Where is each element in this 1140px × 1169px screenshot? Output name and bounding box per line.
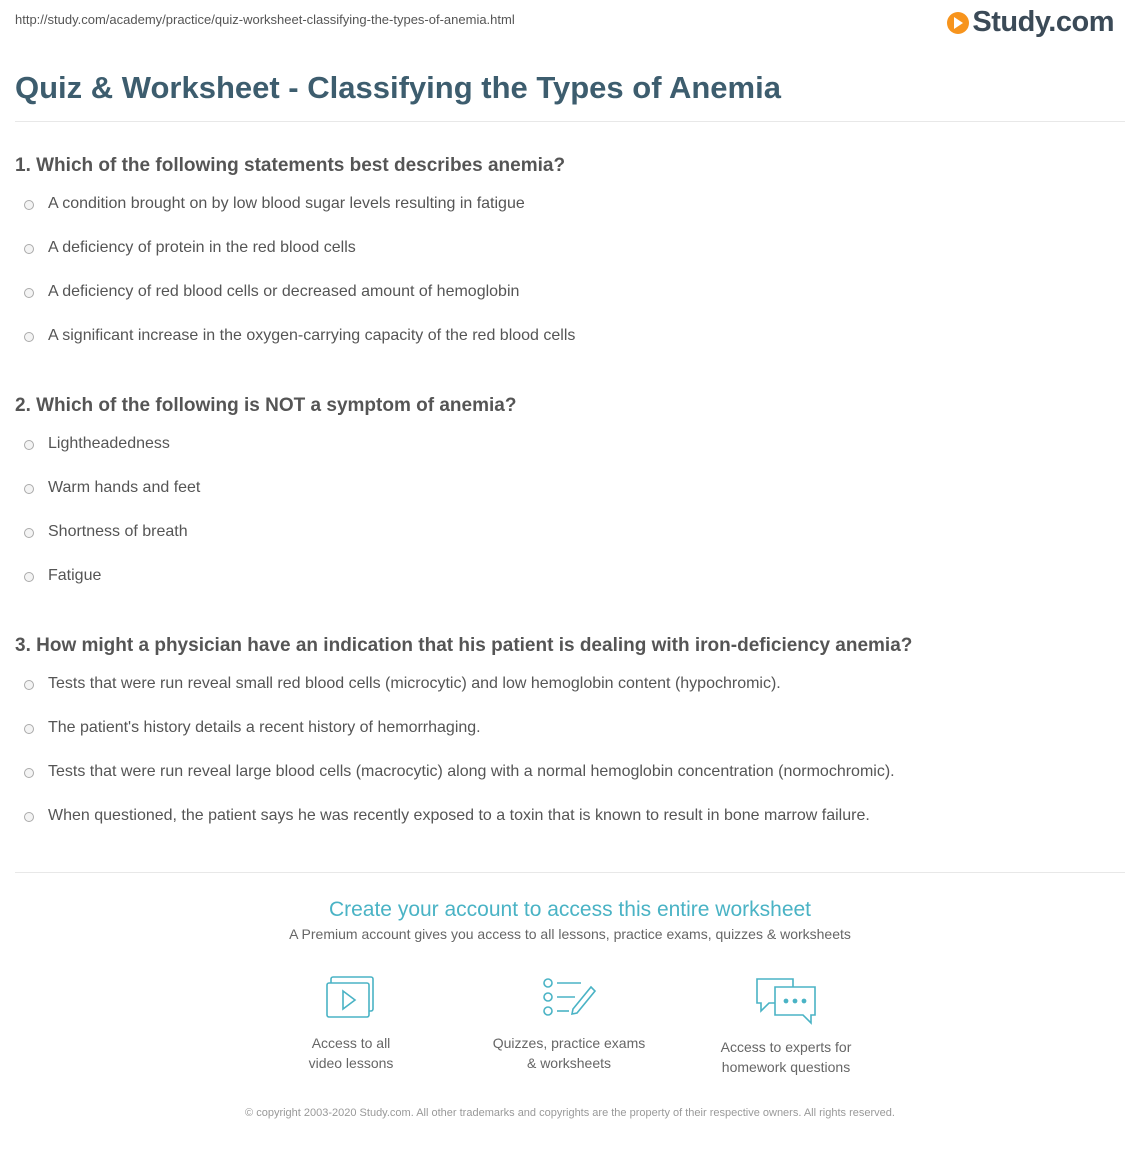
radio-button[interactable]: [24, 200, 34, 210]
radio-button[interactable]: [24, 680, 34, 690]
copyright-line1: © copyright 2003-2020 Study.com. All other trademarks and copyrights are the property of their respective owners. All rights: [245, 1107, 847, 1119]
expert-chat-icon: [753, 975, 819, 1025]
feature-label-line2: & worksheets: [526, 1055, 612, 1071]
option-label: A significant increase in the oxygen-carrying capacity of the red blood cells: [48, 327, 576, 344]
page-title: Quiz & Worksheet - Classifying the Types of Anemia: [15, 70, 781, 105]
page-url: http://study.com/academy/practice/quiz-worksheet-classifying-the-types-of-anemia.html: [15, 12, 515, 27]
answer-option[interactable]: [15, 326, 1125, 370]
logo-text: Study.com: [972, 6, 1114, 38]
copyright-line2: reserved.: [849, 1107, 895, 1119]
top-bar: [0, 0, 1140, 50]
copyright-notice: [215, 1105, 925, 1121]
option-label: Tests that were run reveal large blood cells (macrocytic) along with a normal hemoglobin concentration (normochromic).: [48, 763, 895, 780]
answer-option[interactable]: [15, 194, 1125, 238]
radio-button[interactable]: [24, 440, 34, 450]
feature-label-line1: Quizzes, practice exams: [492, 1035, 646, 1051]
answer-options: [15, 674, 1125, 850]
cta-subtitle: A Premium account gives you access to all lessons, practice exams, quizzes & worksheets: [289, 926, 851, 942]
answer-option[interactable]: [15, 522, 1125, 566]
answer-option[interactable]: [15, 478, 1125, 522]
radio-button[interactable]: [24, 484, 34, 494]
video-lessons-icon: [324, 975, 378, 1021]
question-text: 2. Which of the following is NOT a symptom of anemia?: [15, 395, 517, 416]
option-label: Fatigue: [48, 567, 102, 584]
option-label: Lightheadedness: [48, 435, 170, 452]
option-label: Shortness of breath: [48, 523, 188, 540]
radio-button[interactable]: [24, 572, 34, 582]
study-logo[interactable]: [947, 6, 1114, 39]
question-text: 1. Which of the following statements best describes anemia?: [15, 155, 566, 176]
option-label: When questioned, the patient says he was recently exposed to a toxin that is known to result in bone marrow failure.: [48, 807, 870, 824]
answer-option[interactable]: [15, 806, 1125, 850]
question-1: [15, 152, 1125, 370]
answer-option[interactable]: [15, 434, 1125, 478]
feature-label-line1: Access to experts for: [720, 1039, 852, 1055]
option-label: Tests that were run reveal small red blood cells (microcytic) and low hemoglobin content (hypochromic).: [48, 675, 781, 692]
radio-button[interactable]: [24, 812, 34, 822]
answer-option[interactable]: [15, 718, 1125, 762]
cta-title[interactable]: Create your account to access this entire worksheet: [328, 898, 812, 921]
feature-quizzes: [469, 975, 669, 1073]
option-label: Warm hands and feet: [48, 479, 201, 496]
answer-option[interactable]: [15, 762, 1125, 806]
feature-label-line2: homework questions: [721, 1059, 851, 1075]
answer-option[interactable]: [15, 282, 1125, 326]
answer-option[interactable]: [15, 238, 1125, 282]
option-label: A condition brought on by low blood sugar levels resulting in fatigue: [48, 195, 525, 212]
answer-options: [15, 434, 1125, 610]
section-divider: [15, 872, 1125, 873]
feature-experts: [686, 975, 886, 1077]
option-label: A deficiency of protein in the red blood cells: [48, 239, 356, 256]
answer-option[interactable]: [15, 566, 1125, 610]
radio-button[interactable]: [24, 332, 34, 342]
title-divider: [15, 121, 1125, 122]
answer-options: [15, 194, 1125, 370]
feature-label-line1: Access to all: [311, 1035, 391, 1051]
radio-button[interactable]: [24, 528, 34, 538]
feature-label-line2: video lessons: [308, 1055, 394, 1071]
question-text: 3. How might a physician have an indication that his patient is dealing with iron-deficiency anemia?: [15, 635, 913, 656]
radio-button[interactable]: [24, 244, 34, 254]
option-label: The patient's history details a recent history of hemorrhaging.: [48, 719, 481, 736]
radio-button[interactable]: [24, 768, 34, 778]
feature-video-lessons: [251, 975, 451, 1073]
option-label: A deficiency of red blood cells or decreased amount of hemoglobin: [48, 283, 520, 300]
play-icon: [947, 12, 969, 34]
quiz-checklist-icon: [539, 975, 599, 1021]
radio-button[interactable]: [24, 288, 34, 298]
answer-option[interactable]: [15, 674, 1125, 718]
question-3: [15, 632, 1125, 850]
signup-cta: [0, 896, 1140, 942]
radio-button[interactable]: [24, 724, 34, 734]
question-2: [15, 392, 1125, 610]
